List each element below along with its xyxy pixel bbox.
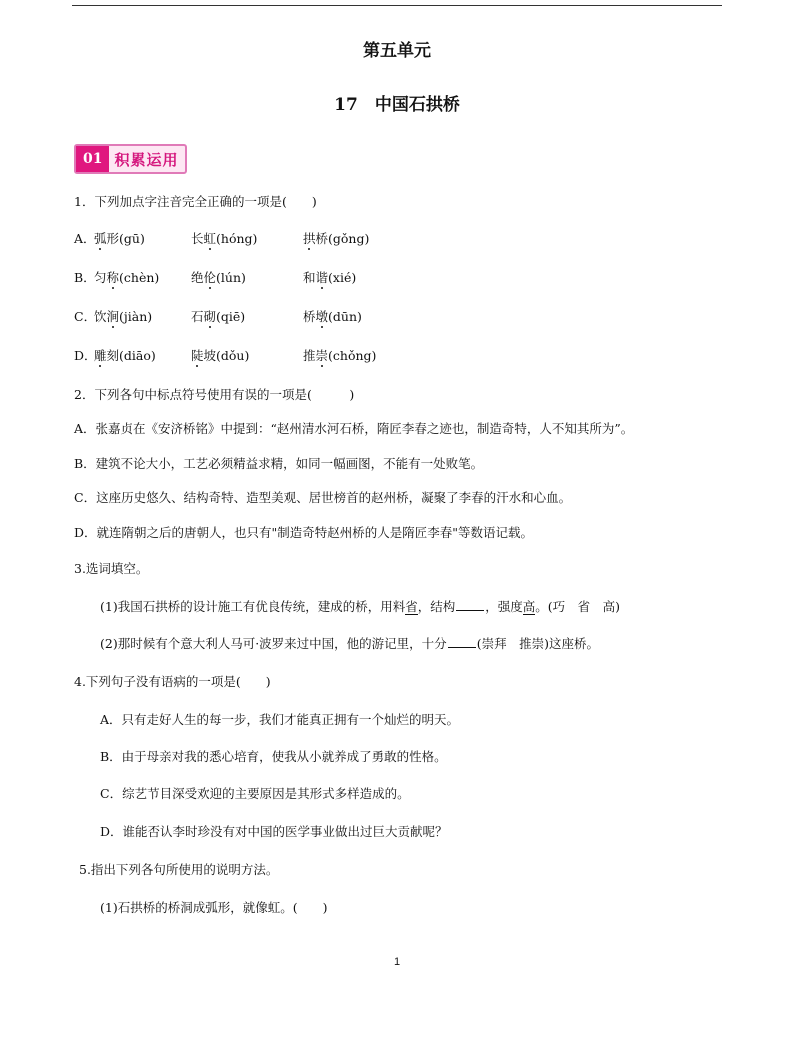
q4-option-d: D．谁能否认李时珍没有对中国的医学事业做出过巨大贡献呢？ — [100, 824, 448, 839]
q1-word-2: 绝伦(lún) — [191, 270, 246, 285]
q1-word-1: 弧形(gū) — [94, 231, 145, 246]
q1-word-3: 拱桥(gǒng) — [303, 231, 370, 246]
top-rule — [72, 5, 722, 6]
q2-option-d: D．就连隋朝之后的唐朝人，也只有"制造奇特赵州桥的人是隋匠李春"等数语记载。 — [74, 525, 534, 540]
q1-option-label: D． — [74, 348, 97, 363]
q1-word-2: 陡坡(dǒu) — [191, 348, 250, 363]
q1-word-2: 石砌(qiē) — [191, 309, 246, 324]
q4-stem: 4.下列句子没有语病的一项是( ) — [74, 674, 271, 689]
q5-sentence-1: (1)石拱桥的桥洞成弧形，就像虹。( ) — [100, 900, 328, 915]
q2-option-c: C．这座历史悠久、结构奇特、造型美观、居世榜首的赵州桥，凝聚了李春的汗水和心血。 — [74, 490, 572, 505]
answer-blank[interactable] — [456, 598, 484, 611]
section-badge-label: 积累运用 — [114, 150, 179, 169]
page-number: 1 — [393, 956, 401, 968]
q1-word-2: 长虹(hóng) — [191, 231, 258, 246]
q1-word-3: 桥墩(dūn) — [303, 309, 362, 324]
q1-option-label: B． — [74, 270, 96, 285]
q5-stem: 5.指出下列各句所使用的说明方法。 — [79, 862, 279, 877]
unit-title: 第五单元 — [363, 41, 431, 61]
q3-stem: 3.选词填空。 — [74, 561, 149, 576]
q1-word-1: 雕刻(diāo) — [94, 348, 156, 363]
lesson-title: 17 中国石拱桥 — [334, 95, 460, 115]
section-badge — [74, 144, 187, 174]
q4-option-a: A．只有走好人生的每一步，我们才能真正拥有一个灿烂的明天。 — [100, 712, 460, 727]
section-badge-number: 01 — [76, 146, 109, 172]
q3-sentence-2: (2)那时候有个意大利人马可·波罗来过中国，他的游记里，十分 (崇拜 推崇)这座桥。 — [100, 636, 599, 651]
q4-option-b: B．由于母亲对我的悉心培育，使我从小就养成了勇敢的性格。 — [100, 749, 447, 764]
q3-sentence-1: (1)我国石拱桥的设计施工有优良传统，建成的桥，用料省，结构 ，强度高。(巧 省 高) — [100, 599, 621, 614]
q1-word-3: 和谐(xié) — [303, 270, 357, 285]
q2-stem: 2．下列各句中标点符号使用有误的一项是( ) — [74, 387, 355, 402]
q2-option-b: B．建筑不论大小，工艺必须精益求精，如同一幅画图，不能有一处败笔。 — [74, 456, 484, 471]
q1-option-label: C． — [74, 309, 97, 324]
q1-word-1: 匀称(chèn) — [94, 270, 160, 285]
q1-word-1: 饮涧(jiàn) — [94, 309, 153, 324]
q1-word-3: 推崇(chǒng) — [303, 348, 377, 363]
q1-stem: 1．下列加点字注音完全正确的一项是( ) — [74, 194, 317, 209]
q4-option-c: C．综艺节目深受欢迎的主要原因是其形式多样造成的。 — [100, 786, 410, 801]
answer-blank[interactable] — [448, 635, 476, 648]
q1-option-label: A． — [74, 231, 96, 246]
q2-option-a: A．张嘉贞在《安济桥铭》中提到：“赵州清水河石桥，隋匠李春之迹也，制造奇特，人不知其所为”。 — [74, 421, 634, 436]
